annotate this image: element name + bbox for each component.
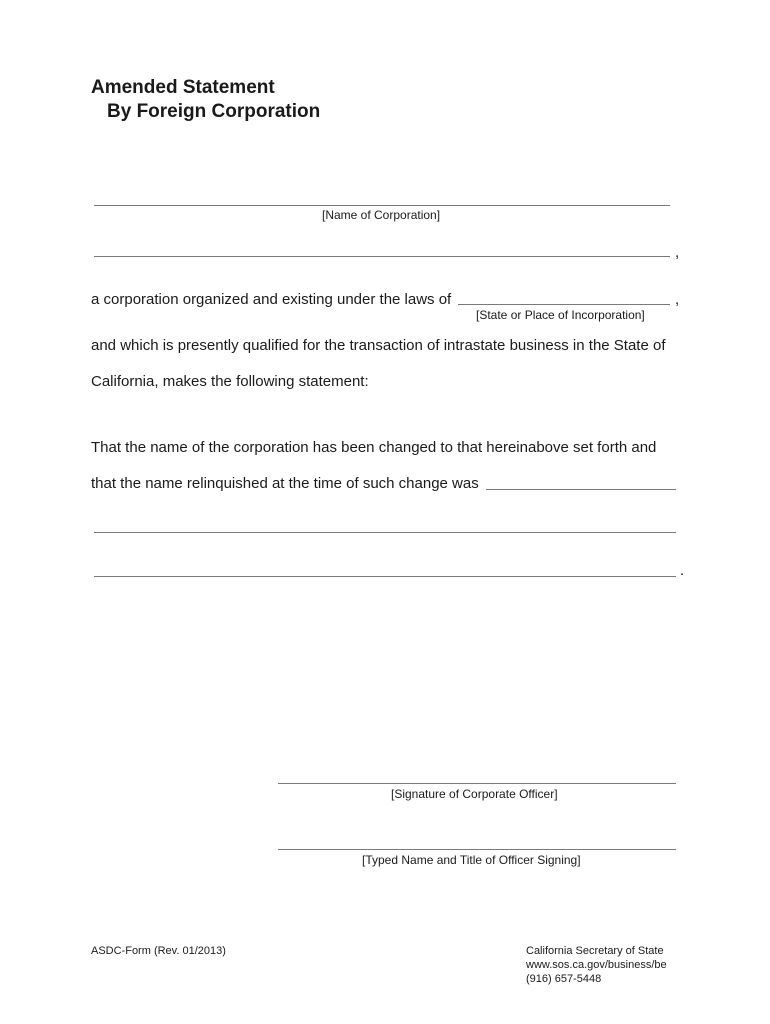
- signature-line[interactable]: [278, 783, 676, 784]
- corporation-name-label: [Name of Corporation]: [322, 208, 441, 222]
- corporation-name-line[interactable]: [94, 205, 670, 206]
- agency-phone: (916) 657-5448: [526, 973, 602, 985]
- comma-mark: ,: [675, 244, 680, 261]
- former-name-final-line[interactable]: [94, 576, 676, 577]
- name-changed-text-line2: that the name relinquished at the time of such change was: [91, 475, 479, 492]
- signature-label: [Signature of Corporate Officer]: [391, 787, 558, 801]
- agency-name: California Secretary of State: [526, 945, 664, 957]
- name-changed-text-line1: That the name of the corporation has been changed to that hereinabove set forth and: [91, 439, 657, 456]
- former-name-continued-line[interactable]: [94, 532, 676, 533]
- document-title-line2: By Foreign Corporation: [107, 101, 321, 122]
- form-id: ASDC-Form (Rev. 01/2013): [91, 945, 226, 957]
- qualified-text-line2: California, makes the following statement:: [91, 373, 369, 390]
- document-title-line1: Amended Statement: [91, 77, 275, 98]
- qualified-text-line1: and which is presently qualified for the transaction of intrastate business in the State of: [91, 337, 666, 354]
- comma-mark-2: ,: [675, 291, 680, 308]
- former-name-line[interactable]: [486, 489, 676, 490]
- agency-website: www.sos.ca.gov/business/be: [526, 959, 667, 971]
- typed-name-line[interactable]: [278, 849, 676, 850]
- period-mark: .: [680, 562, 685, 579]
- typed-name-label: [Typed Name and Title of Officer Signing]: [362, 853, 581, 867]
- organized-text: a corporation organized and existing under the laws of: [91, 291, 452, 308]
- state-incorporation-line[interactable]: [458, 304, 670, 305]
- state-incorporation-label: [State or Place of Incorporation]: [476, 308, 645, 322]
- corporation-name-continued-line[interactable]: [94, 256, 670, 257]
